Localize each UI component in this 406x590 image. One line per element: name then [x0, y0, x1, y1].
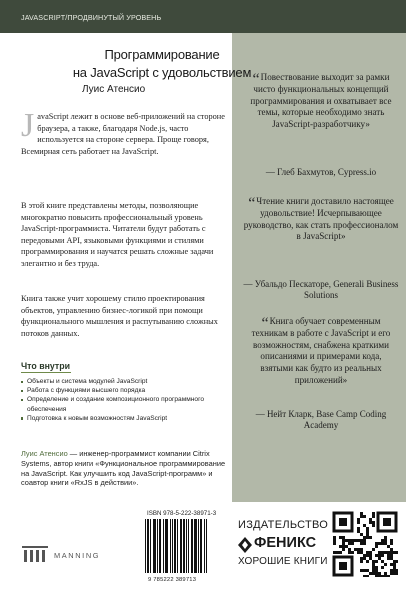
quote-1	[243, 72, 399, 131]
author-bio-name: Луис Атенсио	[21, 449, 68, 458]
quote-1-attribution: — Глеб Бахмутов, Cypress.io	[265, 167, 377, 177]
contents-item: Объекты и система модулей JavaScript	[21, 377, 231, 386]
publisher-logo-icon	[238, 537, 252, 553]
isbn-label: ISBN 978-5-222-38971-3	[147, 510, 217, 517]
quote-mark-icon: “	[248, 195, 256, 212]
contents-item: Работа с функциями высшего порядка	[21, 386, 231, 395]
paragraph-1-text: avaScript лежит в основе веб-приложений на стороне браузера, а также, благодаря Node.js, часто используется на стороне сервера. Проще говоря, Всемирная сеть работает на JavaScript.	[21, 112, 225, 156]
quote-mark-icon: “	[252, 71, 260, 88]
manning-label: MANNING	[54, 551, 101, 560]
quote-2-text: Чтение книги доставило настоящее удовольствие! Исчерпывающее руководство, как стать профессионалом в JavaScript»	[243, 196, 399, 242]
book-title-line1: Программирование	[104, 47, 220, 62]
author-bio	[21, 449, 233, 488]
qr-code-icon	[332, 511, 398, 577]
book-title-line2: на JavaScript с удовольствием	[72, 65, 252, 80]
category-label: JAVASCRIPT/ПРОДВИНУТЫЙ УРОВЕНЬ	[21, 13, 162, 22]
contents-divider	[21, 372, 71, 373]
author-bio-text: — инженер-программист компании Citrix Systems, автор книги «Функциональное программирование на JavaScript. Как улучшить код JavaScript-программ» и соавтор книги «RxJS в действии».	[21, 449, 226, 488]
manning-logo-icon	[22, 542, 50, 564]
book-author: Луис Атенсио	[82, 84, 146, 95]
quote-1-text: Повествование выходит за рамки чисто функциональных концепций программирования и охватывает все темы, которые необходимо знать JavaScript-разработчику»	[250, 72, 392, 130]
publisher-line1: ИЗДАТЕЛЬСТВО	[238, 519, 329, 531]
publisher-slogan: ХОРОШИЕ КНИГИ	[238, 556, 328, 567]
description-paragraph-3: Книга также учит хорошему стилю проектирования объектов, управлению бизнес-логикой при помощи функционального мышления и распутыванию сложных потоков данных.	[21, 294, 218, 338]
quote-2-attribution: — Убальдо Пескаторе, Generali Business Solutions	[243, 279, 399, 301]
contents-heading: Что внутри	[21, 361, 71, 371]
barcode-digits: 9 785222 389713	[148, 577, 197, 583]
quote-3-attribution: — Нейт Кларк, Base Camp Coding Academy	[255, 409, 387, 431]
quote-3-text: Книга обучает современным техникам в работе с JavaScript и его возможностям, снабжена краткими описаниями и примерами кода, взятыми как будто из реальных приложений»	[251, 316, 391, 385]
barcode-icon	[145, 519, 209, 575]
quote-2	[243, 196, 399, 243]
quote-3	[243, 316, 399, 387]
drop-cap: J	[21, 107, 35, 144]
contents-item: Определение и создание композиционного программного обеспечения	[21, 395, 231, 413]
contents-item: Подготовка к новым возможностям JavaScript	[21, 414, 231, 423]
description-paragraph-1	[21, 107, 230, 157]
book-title	[62, 46, 262, 82]
contents-list	[21, 377, 231, 423]
description-paragraph-2: В этой книге представлены методы, позволяющие многократно повысить профессиональный уровень JavaScript-программиста. Читатели будут работать с передовыми API, языковыми функциями и стилями программирования и научатся решать сложные задачи элегантно и без труда.	[21, 201, 214, 268]
quote-mark-icon: “	[261, 315, 269, 332]
publisher-name: ФЕНИКС	[254, 535, 317, 551]
